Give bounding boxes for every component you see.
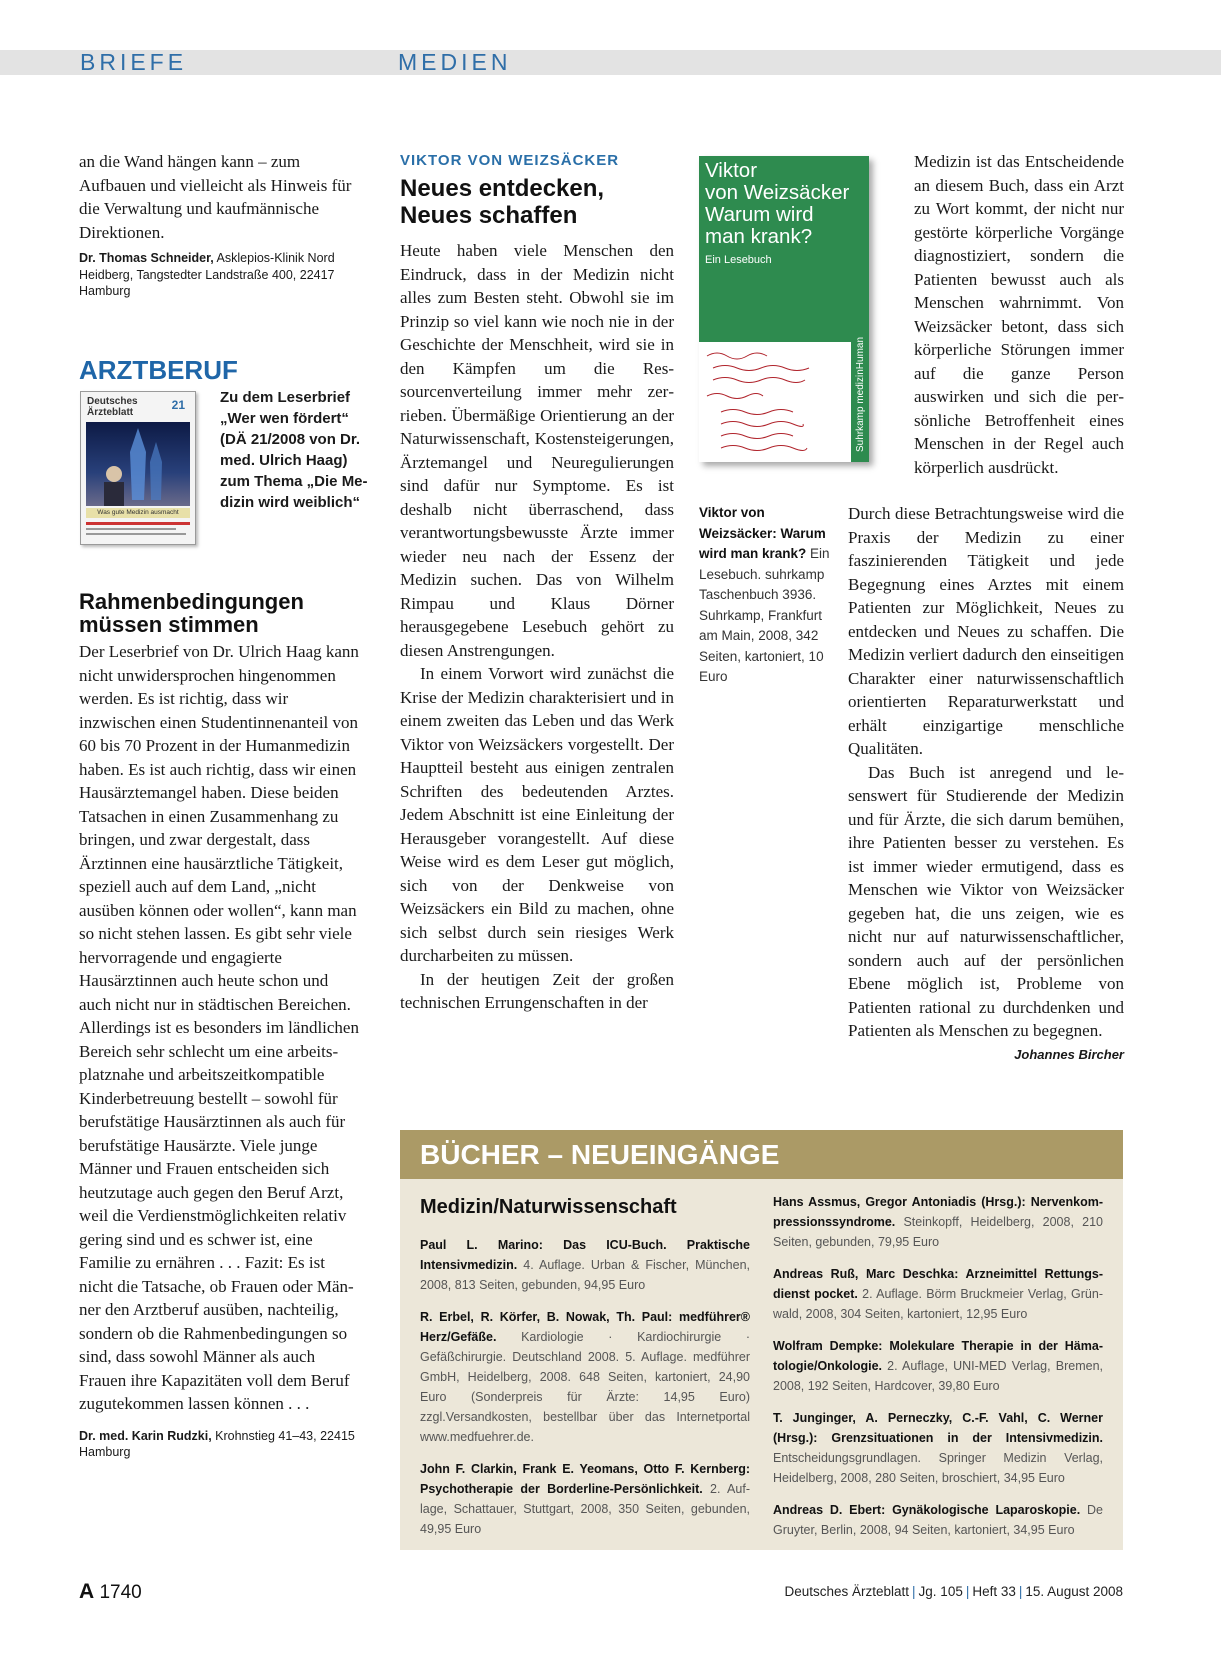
cover-publisher: Suhrkamp medizinHuman [855, 336, 866, 452]
letter-end-text: an die Wand hängen kann – zum Aufbauen und vielleicht als Hinweis für die Verwaltung und kaufmännische Direktionen. [79, 152, 352, 242]
page-prefix: A [79, 1580, 95, 1603]
footer-publication-info [784, 1584, 1123, 1599]
review-paragraph-1: Heute haben viele Menschen den Eindruck, dass in der Medizin nicht alles zum Besten steht. Obwohl sie im Prinzip so viel kann wie noch nie in der Geschichte der Menschheit, wird sie in den Kämpfen um die Ressourcenverteilung immer mehr zerrieben. Übermäßige Orientierung an der Naturwissenschaft, Kostensteigerungen, Ärztemangel und Neuregulierungen sind dafür nur Symptome. Es ist deshalb nicht überraschend, dass verantwortungsbewusste Ärzte immer wieder neu nach der Essenz der Medizin suchen. Das von Wilhelm Rimpau und Klaus Dörner herausgegebene Lesebuch gehört zu diesen Anstrengungen. [400, 241, 674, 660]
cover-green-panel [699, 156, 869, 342]
letter-headline: Rahmenbedingungen müssen stimmen [79, 589, 304, 637]
book-entry-title: Wolfram Dempke: Molekulare Therapie in der Hämatologie/Onkologie. [773, 1339, 1103, 1373]
footer-issue: Heft 33 [972, 1584, 1016, 1599]
book-entry-title: R. Erbel, R. Körfer, B. Nowak, Th. Paul: medführer® Herz/Gefäße. [420, 1310, 750, 1344]
review-paragraph-5: Durch diese Betrachtungsweise wird die Praxis der Medizin zu einer faszinierenden Tätigkeit und jede Begegnung eines Arztes mit einem Patienten zur Möglichkeit, Neues zu entdecken und Neues zu schaffen. Die Medizin verliert dadurch den einseitigen Charakter einer naturwissenschaftlich orientierten Reparaturwerkstatt und erhält einzigartige menschliche Qualitäten. [848, 504, 1124, 758]
book-entry-details: 2. Auflage, Schattauer, Stuttgart, 2008, 350 Seiten, gebunden, 49,95 Euro [420, 1482, 750, 1536]
book-entry [773, 1192, 1103, 1252]
cover-title-line4: man krank? [705, 225, 813, 248]
letter-column-top [79, 150, 363, 300]
cover-rule [86, 522, 190, 525]
cover-title-line1: Deutsches [87, 396, 138, 407]
book-entry [420, 1307, 750, 1447]
cover-title-line2: Ärzteblatt [87, 407, 134, 418]
book-entry-title: T. Junginger, A. Perneczky, C.-F. Vahl, C. Werner (Hrsg.): Grenzsituationen in der Intensivmedizin. [773, 1411, 1103, 1445]
book-entry-details: Steinkopff, Heidelberg, 2008, 210 Seiten, gebunden, 79,95 Euro [773, 1215, 1103, 1249]
book-entry [773, 1500, 1103, 1540]
review-paragraph-2: In einem Vorwort wird zunächst die Krise der Medizin charakterisiert und in einem zweiten das Leben und das Werk Viktor von Weizsäckers vorgestellt. Der Hauptteil besteht aus einigen zentralen Schriften des bedeutenden Arztes. Jedem Abschnitt ist eine Einleitung der Herausgeber vorangestellt. Auf diese Weise wird es dem Leser gut möglich, sich von der Denkweise von Weizsäckers ein Bild zu machen, ohne sich selbst durch sein riesiges Werk durcharbeiten zu müssen. [400, 664, 674, 965]
footer-volume: Jg. 105 [918, 1584, 963, 1599]
book-entry [420, 1459, 750, 1539]
book-cover [699, 156, 869, 462]
book-entry-details: 2. Auflage. Börm Bruckmeier Verlag, Grünwald, 2008, 304 Seiten, kartoniert, 12,95 Euro [773, 1287, 1104, 1321]
book-entry-details: De Gruyter, Berlin, 2008, 94 Seiten, kartoniert, 34,95 Euro [773, 1503, 1103, 1537]
book-entry-details: Entscheidungsgrundlagen. Springer Medizin Verlag, Heidelberg, 2008, 280 Seiten, broschiert, 34,95 Euro [773, 1451, 1103, 1485]
cover-title-line1: Viktor [705, 159, 758, 182]
book-entry [773, 1264, 1103, 1324]
handwriting-illustration [699, 342, 869, 462]
cover-issue-number: 21 [171, 398, 185, 412]
footer-date: 15. August 2008 [1025, 1584, 1123, 1599]
cover-title-line2: von Weizsäcker [705, 181, 850, 204]
review-author: Johannes Bircher [1014, 1046, 1124, 1062]
review-kicker: VIKTOR VON WEIZSÄCKER [400, 152, 620, 169]
new-books-box [400, 1130, 1123, 1550]
reference-note: Zu dem Leserbrief „Wer wen fördert“ (DÄ 21/2008 von Dr. med. Ulrich Haag) zum Thema „Die Medizin wird weiblich“ [220, 389, 368, 511]
cover-rule [86, 528, 176, 530]
review-column-right-top [914, 150, 1124, 479]
letter-column-main [79, 590, 363, 1461]
magazine-cover-thumbnail [80, 391, 196, 545]
new-books-subtitle: Medizin/Naturwissenschaft [420, 1196, 677, 1218]
book-entry-title: Andreas Ruß, Marc Deschka: Arzneimittel Rettungsdienst pocket. [773, 1267, 1103, 1301]
signature-name: Dr. med. Karin Rudzki, [79, 1428, 212, 1443]
signature-name: Dr. Thomas Schneider, [79, 251, 214, 265]
footer-journal: Deutsches Ärzteblatt [784, 1584, 910, 1599]
review-column [400, 152, 674, 1015]
cover-headline-strip: Was gute Medizin ausmacht [86, 508, 190, 518]
book-entry-details: 4. Auflage. Urban & Fischer, München, 2008, 813 Seiten, gebunden, 94,95 Euro [420, 1258, 750, 1292]
page-number [79, 1580, 142, 1604]
new-books-right-column [773, 1192, 1103, 1552]
new-books-title: BÜCHER – NEUEINGÄNGE [400, 1130, 1123, 1179]
cover-subtitle: Ein Lesebuch [705, 254, 772, 266]
cover-title-line3: Warum wird [705, 203, 814, 226]
book-entry-details: 2. Auflage, UNI-MED Verlag, Bremen, 2008, 192 Seiten, Hardcover, 39,80 Euro [773, 1359, 1103, 1393]
footer-separator: | [912, 1584, 916, 1599]
review-headline: Neues entdecken, Neues schaffen [400, 175, 605, 229]
caption-title: Viktor von Weizsäcker: Warum wird man krank? [699, 505, 826, 561]
book-entry-title: Andreas D. Ebert: Gynäkologische Laparoskopie. [773, 1503, 1081, 1517]
review-closing: Das Buch ist anregend und lesenswert für Studierende der Medizin und für Ärzte, die sich darum bemühen, ihre Patienten besser zu verstehen. Es ist immer wieder ermutigend, dass es Menschen wie Viktor von Weizsäcker gegeben hat, die uns zeigen, wie es nicht nur auf naturwissenschaftlicher, sondern auch auf der persönlichen Ebene möglich ist, Probleme von Patienten rational zu durchdenken und Patienten als Menschen zu begegnen. [848, 762, 1124, 1040]
book-entry [773, 1408, 1103, 1488]
book-entry-title: Paul L. Marino: Das ICU-Buch. Praktische Intensivmedizin. [420, 1238, 750, 1272]
footer-separator: | [965, 1584, 970, 1599]
book-entry-title: Hans Assmus, Gregor Antoniadis (Hrsg.): Nervenkompressionssyndrome. [773, 1195, 1103, 1229]
page-number-value: 1740 [94, 1582, 142, 1603]
section-label-medien: MEDIEN [398, 49, 512, 75]
book-entry [773, 1336, 1103, 1396]
book-entry-details: Kardiologie · Kardiochirurgie · Gefäßchirurgie. Deutschland 2008. 5. Auflage. medführer GmbH, Heidelberg, 2008. 648 Seiten, kartoniert, 24,90 Euro (Sonderpreis für Ärzte: 14,95 Euro) zzgl.Versandkosten, bestellbar über das Internetportal www.medfuehrer.de. [420, 1330, 750, 1444]
book-caption [699, 503, 839, 688]
letter-signature-schneider [79, 250, 363, 300]
review-column-right [848, 502, 1124, 1066]
book-entry [420, 1235, 750, 1295]
review-paragraph-3: In der heutigen Zeit der großen technischen Errungenschaften in der [400, 969, 674, 1012]
cover-rule [86, 533, 186, 535]
cathedral-illustration [86, 422, 190, 506]
caption-details: Ein Lesebuch. suhrkamp Taschenbuch 3936. Suhrkamp, Frankfurt am Main, 2008, 342 Seiten, kartoniert, 10 Euro [699, 546, 830, 684]
review-paragraph-4: Medizin ist das Entscheidende an diesem Buch, dass ein Arzt zu Wort kommt, der nicht nur gestörte körperliche Vorgänge diagnostiziert, sondern die Patienten bewusst auch als Menschen wahrnimmt. Von Weizsäcker betont, dass sich körperliche Störungen immer auf die ganze Person auswirken und sich die persönliche Betroffenheit eines Menschen in der Regel auch körperlich ausdrückt. [914, 152, 1124, 477]
rubric-arztberuf: ARZTBERUF [79, 355, 238, 385]
new-books-left-column [420, 1190, 750, 1551]
review-paragraph-6 [848, 761, 1124, 1062]
footer-separator: | [1018, 1584, 1023, 1599]
cover-photo [86, 422, 190, 506]
cover-manuscript-area [699, 342, 869, 462]
section-label-briefe: BRIEFE [80, 49, 188, 75]
letter-signature-rudzki [79, 1428, 363, 1461]
book-entry-title: John F. Clarkin, Frank E. Yeomans, Otto F. Kernberg: Psychotherapie der Borderline-Persönlichkeit. [420, 1462, 750, 1496]
signature-address: Asklepios-Klinik Nord Heidberg, Tangstedter Landstraße 400, 22417 Hamburg [79, 251, 335, 298]
letter-body: Der Leserbrief von Dr. Ulrich Haag kann nicht unwidersprochen hingenommen werden. Es ist richtig, dass wir inzwischen einen Studentinnenanteil von 60 bis 70 Prozent in der Humanmedizin haben. Es ist auch richtig, dass wir einen Hausärztemangel haben. Diese beiden Tatsachen in einen Zusammenhang zu bringen, und zwar dergestalt, dass Ärztinnen eine hausärztliche Tätigkeit, speziell auch auf dem Land, „nicht ausüben können oder wollen“, kann man so nicht stehen lassen. Es gibt sehr viele hervorragende und engagierte Hausärztinnen auch heute schon und auch nicht nur in städtischen Bereichen. Allerdings ist es besonders im ländlichen Bereich sehr schlecht um eine arbeitsplatznahe und arbeitszeitkompatible Kinderbetreuung bestellt – sowohl für berufstätige Hausärztinnen als auch für berufstätige Hausärzte. Viele junge Männer und Frauen entscheiden sich heutzutage auch gegen den Beruf Arzt, weil die Verdienstmöglichkeiten relativ gering sind und es schwer ist, eine Familie zu ernähren . . . Fazit: Es ist nicht die Tatsache, ob Frauen oder Männer den Arztberuf ausüben, nachteilig, sondern ob die Rahmenbedingungen so sind, dass sowohl Männer als auch Frauen ihre Kapazitäten voll dem Beruf zugutekommen lassen können . . . [79, 642, 359, 1413]
signature-address: Krohnstieg 41–43, 22415 Hamburg [79, 1428, 355, 1459]
